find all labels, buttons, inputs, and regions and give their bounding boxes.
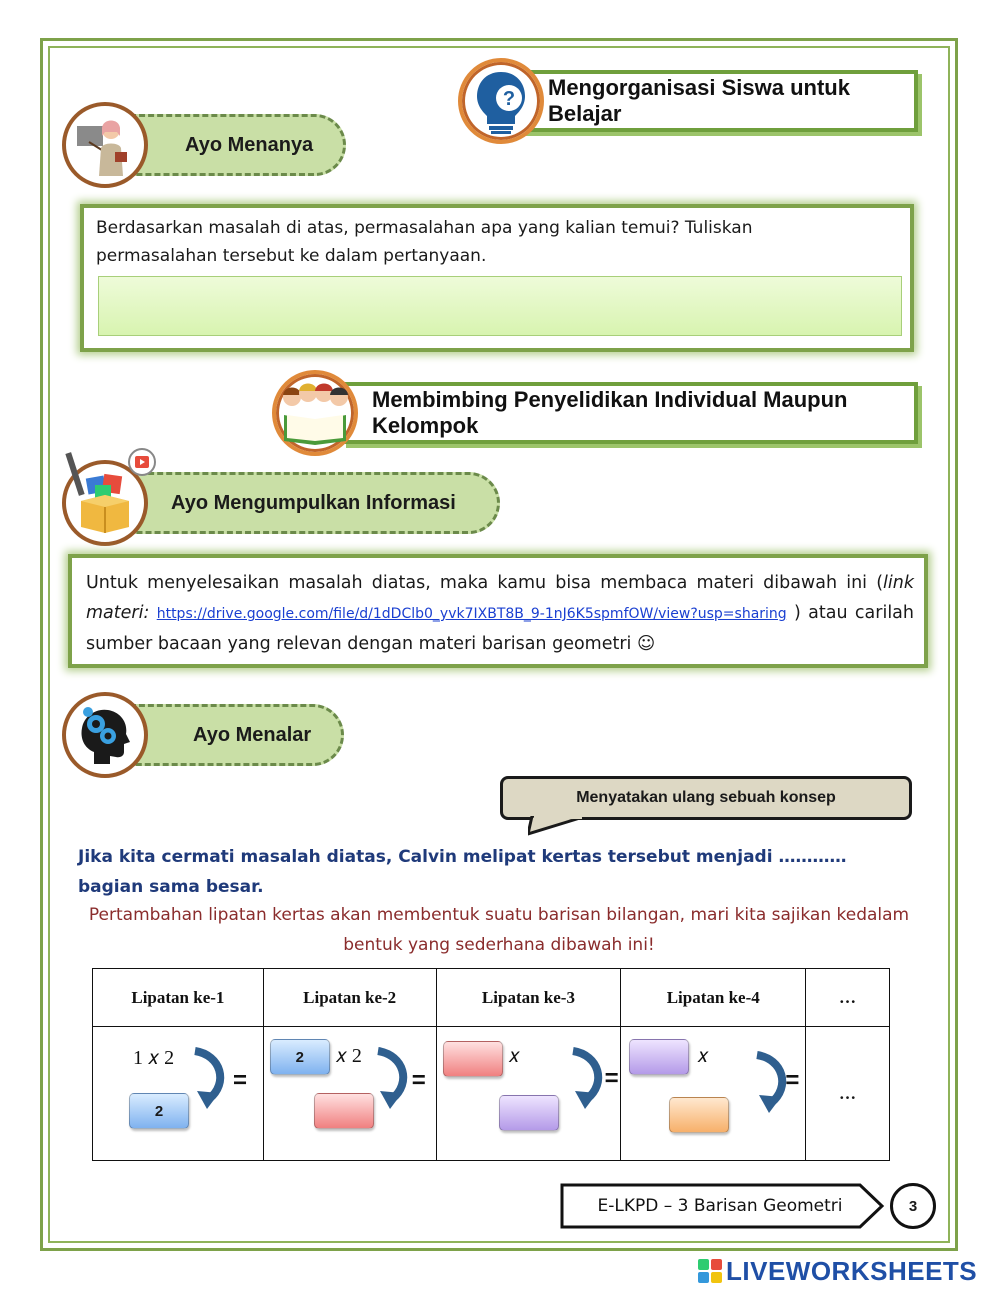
fold-1-result-tile[interactable]: 2: [129, 1093, 189, 1129]
liveworksheets-brand-text: LIVEWORKSHEETS: [726, 1255, 978, 1286]
banner-organize-title: Mengorganisasi Siswa untuk Belajar: [548, 75, 850, 126]
fold-3-result-tile[interactable]: [499, 1095, 559, 1131]
fold-2-input-tile[interactable]: 2: [270, 1039, 330, 1075]
pill-ayo-menanya: [120, 114, 346, 176]
concept-callout: [500, 776, 912, 820]
svg-text:?: ?: [502, 88, 516, 110]
banner-guide-title: Membimbing Penyelidikan Individual Maupun Kelompok: [372, 387, 848, 438]
fold-table-header-row: [93, 969, 890, 1027]
fold-2-equals: =: [411, 1067, 426, 1094]
pill-ayo-menalar-title: Ayo Menalar: [193, 723, 312, 746]
page-number: 3: [890, 1183, 936, 1229]
header-fold-2: Lipatan ke-2: [263, 969, 436, 1027]
pill-ayo-mengumpulkan: [120, 472, 500, 534]
reason-instruction: Pertambahan lipatan kertas akan membentuk suatu barisan bilangan, mari kita sajikan kedalam bentuk yang sederhana dibawah ini!: [88, 905, 910, 955]
footer-label: E-LKPD – 3 Barisan Geometri: [597, 1196, 843, 1216]
banner-guide: [342, 382, 918, 444]
cell-fold-1: [93, 1027, 264, 1161]
fold-1-expression: 1 𝑥 2: [133, 1047, 175, 1069]
liveworksheets-logo-icon: [698, 1259, 722, 1283]
fold-4-result-tile[interactable]: [669, 1097, 729, 1133]
fold-4-expression: 𝑥: [697, 1045, 709, 1067]
head-gears-icon: [62, 692, 148, 778]
gather-text-after: ) atau carilah sumber bacaan yang relevan dengan materi barisan geometri ☺: [86, 603, 914, 654]
fold-table-row: [93, 1027, 890, 1161]
ask-answer-input[interactable]: [98, 276, 902, 336]
pill-ayo-mengumpulkan-title: Ayo Mengumpulkan Informasi: [171, 491, 456, 514]
teacher-icon: [62, 102, 148, 188]
curved-arrow-icon: [569, 1047, 609, 1113]
lightbulb-question-icon: [458, 58, 544, 144]
kids-reading-book-icon: [272, 370, 358, 456]
header-fold-4: Lipatan ke-4: [621, 969, 806, 1027]
cell-fold-4: [621, 1027, 806, 1161]
fold-3-input-tile[interactable]: [443, 1041, 503, 1077]
fold-4-equals: =: [785, 1067, 800, 1094]
ask-prompt: Berdasarkan masalah di atas, permasalahan apa yang kalian temui? Tuliskan permasalahan tersebut ke dalam pertanyaan.: [96, 218, 753, 266]
gather-link-label: link materi:: [86, 573, 914, 623]
fold-more-ellipsis: …: [839, 1083, 857, 1103]
cell-fold-more: [806, 1027, 890, 1161]
curved-arrow-icon: [191, 1047, 231, 1113]
liveworksheets-brand[interactable]: [698, 1256, 977, 1286]
pill-ayo-menanya-title: Ayo Menanya: [185, 133, 314, 156]
gather-text-before: Untuk menyelesaikan masalah diatas, maka kamu bisa membaca materi dibawah ini (: [86, 573, 884, 593]
material-link[interactable]: https://drive.google.com/file/d/1dDClb0_yvk7IXBT8B_9-1nJ6K5spmfOW/view?usp=sharing: [156, 606, 787, 622]
reason-question: Jika kita cermati masalah diatas, Calvin melipat kertas tersebut menjadi ………… bagian sama besar.: [78, 847, 847, 897]
fold-2-result-tile[interactable]: [314, 1093, 374, 1129]
header-fold-1: Lipatan ke-1: [93, 969, 264, 1027]
header-fold-3: Lipatan ke-3: [436, 969, 621, 1027]
banner-organize: [520, 70, 918, 132]
gather-text: [86, 568, 914, 659]
cell-fold-2: [263, 1027, 436, 1161]
fold-3-expression: 𝑥: [508, 1045, 520, 1067]
concept-callout-text: Menyatakan ulang sebuah konsep: [576, 789, 836, 806]
fold-3-equals: =: [604, 1065, 619, 1092]
fold-1-equals: =: [233, 1067, 248, 1094]
callout-tail: [528, 816, 588, 836]
pill-ayo-menalar: [120, 704, 344, 766]
fold-4-input-tile[interactable]: [629, 1039, 689, 1075]
curved-arrow-icon: [374, 1047, 414, 1113]
fold-2-expression: 𝑥 2: [335, 1045, 362, 1067]
fold-table: [92, 968, 890, 1161]
play-icon: [128, 448, 156, 476]
header-fold-more: …: [806, 969, 890, 1027]
cell-fold-3: [436, 1027, 621, 1161]
